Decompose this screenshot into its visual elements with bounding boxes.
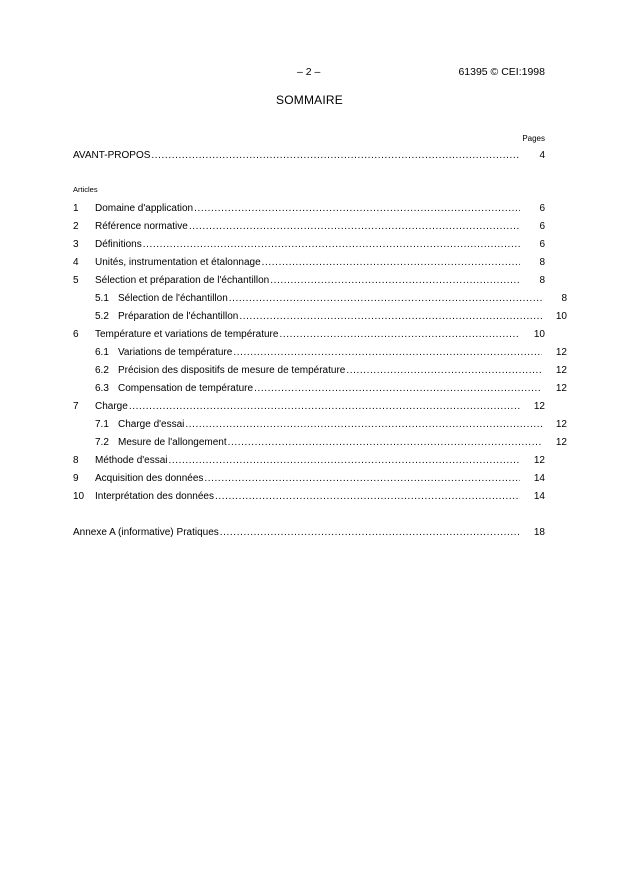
toc-entry-number: 1 xyxy=(73,203,79,214)
toc-entry-label: Sélection de l'échantillon xyxy=(118,293,228,304)
toc-entry-label: Définitions xyxy=(95,239,142,250)
dot-leader xyxy=(194,203,520,214)
page-title: SOMMAIRE xyxy=(276,93,343,107)
toc-entry-9[interactable] xyxy=(73,473,545,487)
dot-leader xyxy=(189,221,520,232)
toc-entry-page: 12 xyxy=(533,455,545,466)
toc-entry-7-1[interactable] xyxy=(73,419,567,433)
toc-entry-label: Précision des dispositifs de mesure de température xyxy=(118,365,346,376)
toc-entry-number: 7.1 xyxy=(95,419,109,430)
toc-entry-label: Charge xyxy=(95,401,128,412)
toc-entry-page: 18 xyxy=(533,527,545,538)
toc-entry-number: 5 xyxy=(73,275,79,286)
toc-entry-number: 6.1 xyxy=(95,347,109,358)
toc-entry-number: 6.3 xyxy=(95,383,109,394)
dot-leader xyxy=(229,293,542,304)
toc-entry-page: 12 xyxy=(555,437,567,448)
toc-entry-number: 7.2 xyxy=(95,437,109,448)
toc-entry-7[interactable] xyxy=(73,401,545,415)
toc-entry-number: 6 xyxy=(73,329,79,340)
dot-leader xyxy=(215,491,520,502)
toc-entry-label: Température et variations de température xyxy=(95,329,279,340)
toc-entry-6-2[interactable] xyxy=(73,365,567,379)
toc-entry-page: 10 xyxy=(555,311,567,322)
dot-leader xyxy=(270,275,520,286)
toc-entry-page: 6 xyxy=(539,221,545,232)
dot-leader xyxy=(254,383,542,394)
annex-prefix: Annexe A (informative) xyxy=(73,527,174,538)
dot-leader xyxy=(262,257,520,268)
toc-entry-page: 14 xyxy=(533,491,545,502)
dot-leader xyxy=(143,239,520,250)
pages-column-label: Pages xyxy=(522,134,545,143)
toc-entry-label: Sélection et préparation de l'échantillon xyxy=(95,275,270,286)
dot-leader xyxy=(220,527,520,538)
dot-leader xyxy=(346,365,542,376)
toc-entry-page: 14 xyxy=(533,473,545,484)
toc-entry-number: 10 xyxy=(73,491,85,502)
toc-entry-number: 6.2 xyxy=(95,365,109,376)
toc-entry-2[interactable] xyxy=(73,221,545,235)
toc-entry-5-1[interactable] xyxy=(73,293,567,307)
toc-entry-1[interactable] xyxy=(73,203,545,217)
dot-leader xyxy=(279,329,520,340)
toc-entry-6-1[interactable] xyxy=(73,347,567,361)
toc-entry-page: 6 xyxy=(539,203,545,214)
dot-leader xyxy=(204,473,520,484)
dot-leader xyxy=(185,419,542,430)
toc-entry-label: Méthode d'essai xyxy=(95,455,168,466)
toc-entry-number: 5.1 xyxy=(95,293,109,304)
toc-entry-label: Pratiques xyxy=(176,527,219,538)
toc-entry-page: 12 xyxy=(555,347,567,358)
toc-entry-label: Charge d'essai xyxy=(118,419,185,430)
toc-entry-page: 12 xyxy=(555,365,567,376)
toc-entry-label: Interprétation des données xyxy=(95,491,214,502)
toc-entry-annex-a[interactable] xyxy=(73,527,545,541)
toc-entry-label: Compensation de température xyxy=(118,383,254,394)
toc-entry-page: 8 xyxy=(539,257,545,268)
page-header xyxy=(0,66,619,80)
toc-entry-label: Variations de température xyxy=(118,347,233,358)
page-number: – 2 – xyxy=(297,66,321,78)
toc-entry-label: AVANT-PROPOS xyxy=(73,150,151,161)
toc-entry-number: 4 xyxy=(73,257,79,268)
document-reference: 61395 © CEI:1998 xyxy=(458,66,545,78)
toc-entry-number: 2 xyxy=(73,221,79,232)
toc-entry-3[interactable] xyxy=(73,239,545,253)
toc-entry-number: 3 xyxy=(73,239,79,250)
toc-entry-10[interactable] xyxy=(73,491,545,505)
toc-entry-avant-propos[interactable] xyxy=(73,150,545,164)
toc-entry-page: 12 xyxy=(555,419,567,430)
toc-entry-label: Référence normative xyxy=(95,221,188,232)
toc-entry-page: 6 xyxy=(539,239,545,250)
toc-entry-8[interactable] xyxy=(73,455,545,469)
dot-leader xyxy=(169,455,520,466)
toc-entry-page: 8 xyxy=(561,293,567,304)
toc-entry-number: 7 xyxy=(73,401,79,412)
toc-entry-label: Domaine d'application xyxy=(95,203,194,214)
toc-entry-label: Mesure de l'allongement xyxy=(118,437,227,448)
toc-entry-label: Unités, instrumentation et étalonnage xyxy=(95,257,261,268)
dot-leader xyxy=(228,437,542,448)
toc-entry-5[interactable] xyxy=(73,275,545,289)
dot-leader xyxy=(233,347,542,358)
toc-entry-label: Acquisition des données xyxy=(95,473,204,484)
toc-entry-page: 12 xyxy=(533,401,545,412)
toc-entry-page: 8 xyxy=(539,275,545,286)
toc-entry-page: 4 xyxy=(539,150,545,161)
toc-entry-number: 9 xyxy=(73,473,79,484)
toc-entry-6[interactable] xyxy=(73,329,545,343)
dot-leader xyxy=(129,401,520,412)
toc-entry-number: 5.2 xyxy=(95,311,109,322)
toc-entry-4[interactable] xyxy=(73,257,545,271)
dot-leader xyxy=(151,150,520,161)
toc-entry-5-2[interactable] xyxy=(73,311,567,325)
toc-entry-6-3[interactable] xyxy=(73,383,567,397)
dot-leader xyxy=(239,311,542,322)
toc-entry-page: 10 xyxy=(533,329,545,340)
toc-entry-page: 12 xyxy=(555,383,567,394)
toc-entry-number: 8 xyxy=(73,455,79,466)
toc-entry-7-2[interactable] xyxy=(73,437,567,451)
toc-entry-label: Préparation de l'échantillon xyxy=(118,311,239,322)
articles-label: Articles xyxy=(73,185,98,194)
